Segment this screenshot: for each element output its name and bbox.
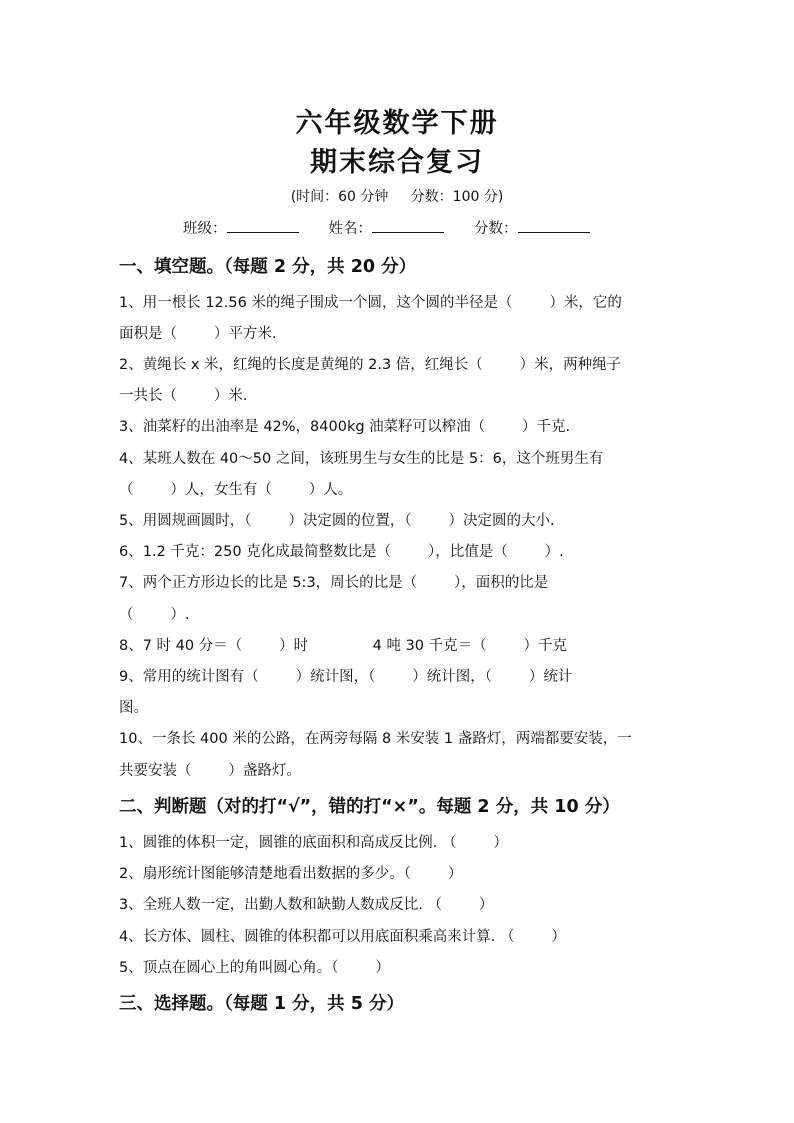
question-line: 5、用圆规画圆时，（ ）决定圆的位置，（ ）决定圆的大小. [119,513,555,529]
question-line: 4、某班人数在 40～50 之间，该班男生与女生的比是 5：6，这个班男生有 [119,451,604,467]
question-line: 2、扇形统计图能够清楚地看出数据的多少。（ ） [119,866,463,882]
question-line: 6、1.2 千克：250 克化成最简整数比是（ ），比值是（ ）. [119,544,564,560]
question-line: 共要安装（ ）盏路灯。 [119,763,301,779]
question-line: 4、长方体、圆柱、圆锥的体积都可以用底面积乘高来计算. （ ） [119,929,566,945]
name-blank[interactable] [372,218,444,233]
question-line: 1、圆锥的体积一定，圆锥的底面积和高成反比例. （ ） [119,835,508,851]
class-label: 班级： [183,221,227,237]
class-field[interactable] [183,217,299,238]
question-line: 3、油菜籽的出油率是 42%，8400kg 油菜籽可以榨油（ ）千克. [119,419,571,435]
score-field[interactable] [474,217,590,238]
question-line: 面积是（ ）平方米. [119,326,277,342]
question-line: 一共长（ ）米. [119,388,248,404]
class-blank[interactable] [227,218,299,233]
question-line: 9、常用的统计图有（ ）统计图，（ ）统计图，（ ）统计 [119,669,573,685]
section-heading-true-false: 二、判断题（对的打“√”，错的打“×”。每题 2 分，共 10 分） [119,797,620,817]
name-field[interactable] [329,217,445,238]
question-line: 2、黄绳长 x 米，红绳的长度是黄绳的 2.3 倍，红绳长（ ）米，两种绳子 [119,357,622,373]
question-line: 3、全班人数一定，出勤人数和缺勤人数成反比. （ ） [119,897,494,913]
score-label: 分数： [474,221,518,237]
question-line: 图。 [119,700,148,716]
question-line: （ ）人，女生有（ ）人。 [119,482,353,498]
section-heading-multiple-choice: 三、选择题。（每题 1 分，共 5 分） [119,994,404,1014]
question-line: 5、顶点在圆心上的角叫圆心角。（ ） [119,960,390,976]
exam-meta: (时间：60 分钟 分数：100 分) [290,189,504,205]
name-label: 姓名： [328,221,372,237]
question-line: 10、一条长 400 米的公路，在两旁每隔 8 米安装 1 盏路灯，两端都要安装，一 [119,731,632,747]
exam-subtitle: 期末综合复习 [310,147,484,178]
question-line: 1、用一根长 12.56 米的绳子围成一个圆，这个圆的半径是（ ）米，它的 [119,295,622,311]
student-info-fields [183,217,590,238]
exam-title: 六年级数学下册 [295,108,499,139]
question-line: 8、7 时 40 分＝（ ）时 4 吨 30 千克＝（ ）千克 [119,638,568,654]
section-heading-fill-blanks: 一、填空题。（每题 2 分，共 20 分） [119,257,417,277]
question-line: 7、两个正方形边长的比是 5:3，周长的比是（ ），面积的比是 [119,575,549,591]
question-line: （ ）. [119,607,190,623]
score-blank[interactable] [518,218,590,233]
